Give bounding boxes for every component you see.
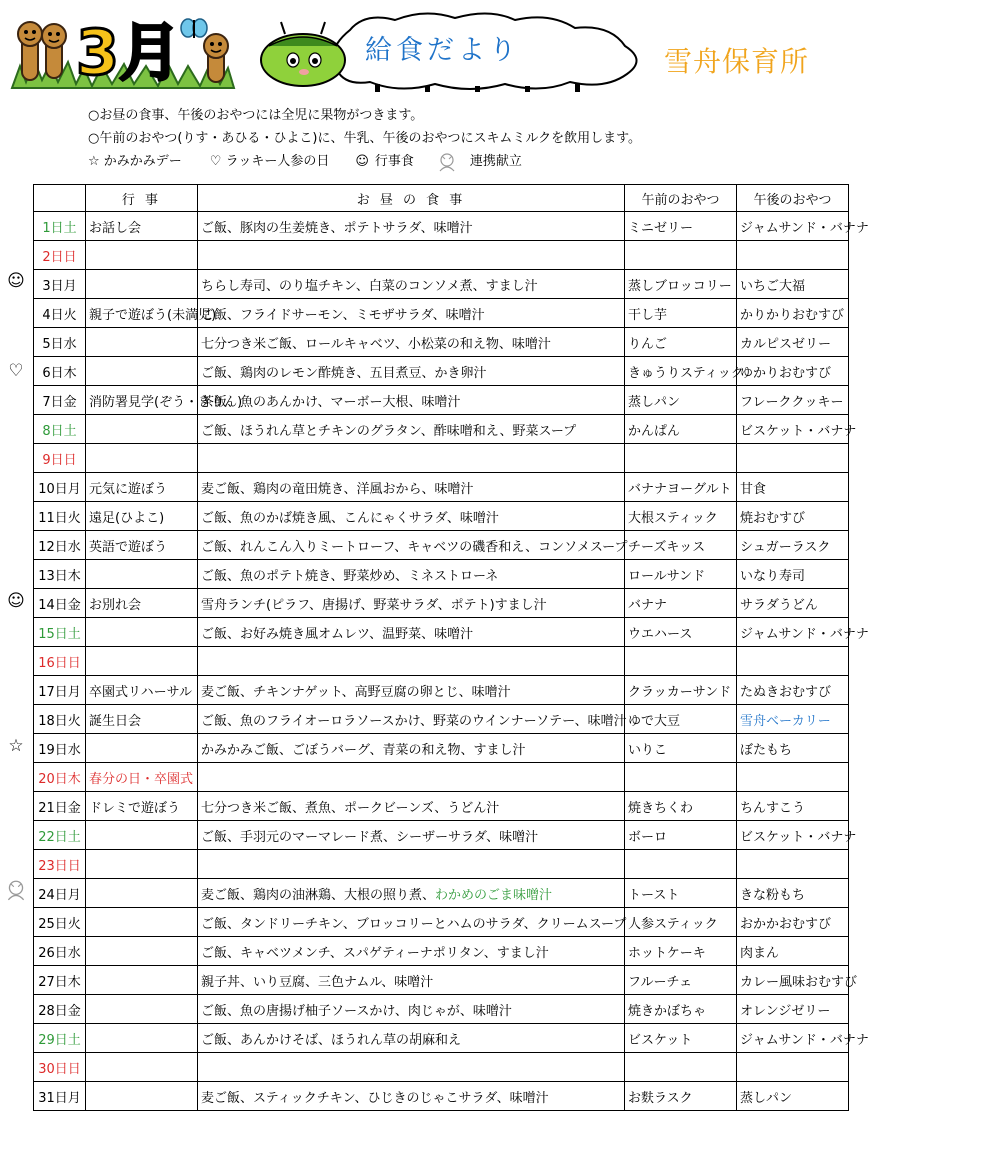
lunch-text: ご飯、豚肉の生姜焼き、ポテトサラダ、味噌汁 xyxy=(201,220,473,236)
row-date: 11日火 xyxy=(34,502,86,531)
table-row xyxy=(34,560,849,589)
row-event: ドレミで遊ぼう xyxy=(86,792,198,821)
smile-icon: ☺ xyxy=(355,154,369,169)
table-row xyxy=(34,908,849,937)
row-lunch xyxy=(198,531,628,560)
school-name: 雪舟保育所 xyxy=(664,45,810,78)
note-milk: ○午前のおやつ(りす・あひる・ひよこ)に、牛乳、午後のおやつにスキムミルクを飲用します。 xyxy=(88,131,642,146)
col-am-snack: 午前のおやつ xyxy=(625,185,737,212)
table-row xyxy=(34,879,849,908)
lunch-extra-text: わかめのごま味噌汁 xyxy=(435,887,553,903)
row-pm-snack: 焼おむすび xyxy=(737,502,849,531)
row-lunch xyxy=(198,212,625,241)
row-am-snack: きゅうりスティック xyxy=(625,357,737,386)
row-date: 21日金 xyxy=(34,792,86,821)
row-event xyxy=(86,850,198,879)
row-event xyxy=(86,357,198,386)
row-date: 16日日 xyxy=(34,647,86,676)
row-event xyxy=(86,908,198,937)
row-lunch xyxy=(198,618,625,647)
row-date: 31日月 xyxy=(34,1082,86,1111)
lunch-text: ちらし寿司、のり塩チキン、白菜のコンソメ煮、すまし汁 xyxy=(201,278,538,294)
row-date: 8日土 xyxy=(34,415,86,444)
row-date: 28日金 xyxy=(34,995,86,1024)
lunch-text: ご飯、魚のかば焼き風、こんにゃくサラダ、味噌汁 xyxy=(201,510,499,526)
row-pm-snack: いなり寿司 xyxy=(737,560,849,589)
row-date: 10日月 xyxy=(34,473,86,502)
row-am-snack xyxy=(625,241,737,270)
note-fruit: ○お昼の食事、午後のおやつには全児に果物がつきます。 xyxy=(88,108,424,123)
row-am-snack: クラッカーサンド xyxy=(625,676,737,705)
row-pm-snack: ジャムサンド・バナナ xyxy=(737,1024,849,1053)
row-date: 3日月 xyxy=(34,270,86,299)
row-am-snack xyxy=(625,850,737,879)
row-date: 13日木 xyxy=(34,560,86,589)
row-date: 2日日 xyxy=(34,241,86,270)
row-lunch xyxy=(198,1082,625,1111)
row-date: 6日木 xyxy=(34,357,86,386)
row-pm-snack xyxy=(737,647,849,676)
row-lunch xyxy=(198,299,625,328)
row-event xyxy=(86,560,198,589)
row-lunch xyxy=(198,241,625,270)
row-event xyxy=(86,821,198,850)
row-am-snack: ミニゼリー xyxy=(625,212,737,241)
col-event: 行 事 xyxy=(86,185,198,212)
legend-smile: 行事食 xyxy=(374,154,414,169)
table-row xyxy=(34,357,849,386)
row-date: 4日火 xyxy=(34,299,86,328)
row-pm-snack: 蒸しパン xyxy=(737,1082,849,1111)
table-row xyxy=(34,328,849,357)
row-lunch xyxy=(198,589,625,618)
row-date: 18日火 xyxy=(34,705,86,734)
table-row xyxy=(34,473,849,502)
table-row xyxy=(34,676,849,705)
row-lunch xyxy=(198,1053,625,1082)
row-am-snack: チーズキッス xyxy=(625,531,737,560)
page-title: 給食だより xyxy=(365,35,520,66)
row-pm-snack: ジャムサンド・バナナ xyxy=(737,618,849,647)
lunch-text: 麦ご飯、鶏肉の竜田焼き、洋風おから、味噌汁 xyxy=(201,481,474,497)
row-am-snack: バナナヨーグルト xyxy=(625,473,737,502)
row-date: 23日日 xyxy=(34,850,86,879)
partner-menu-icon xyxy=(436,151,458,173)
row-pm-snack xyxy=(737,850,849,879)
sprout-character-icon xyxy=(18,22,66,80)
lunch-text: 親子丼、いり豆腐、三色ナムル、味噌汁 xyxy=(201,974,434,990)
row-lunch xyxy=(198,386,625,415)
row-am-snack xyxy=(625,444,737,473)
row-am-snack: かんぱん xyxy=(625,415,737,444)
table-row xyxy=(34,734,849,763)
table-row xyxy=(34,299,849,328)
row-date: 29日土 xyxy=(34,1024,86,1053)
row-am-snack xyxy=(625,1053,737,1082)
row-am-snack: 焼きちくわ xyxy=(625,792,737,821)
row-lunch xyxy=(198,560,625,589)
row-am-snack: トースト xyxy=(625,879,737,908)
row-lunch xyxy=(198,937,625,966)
row-pm-snack: 肉まん xyxy=(737,937,849,966)
row-am-snack: ビスケット xyxy=(625,1024,737,1053)
row-am-snack xyxy=(625,763,737,792)
row-lunch xyxy=(198,966,625,995)
row-date: 14日金 xyxy=(34,589,86,618)
row-lunch xyxy=(198,705,625,734)
table-row xyxy=(34,937,849,966)
row-lunch xyxy=(198,444,625,473)
row-am-snack: 蒸しブロッコリー xyxy=(625,270,737,299)
row-pm-snack: きな粉もち xyxy=(737,879,849,908)
lunch-text: 七分つき米ご飯、煮魚、ポークビーンズ、うどん汁 xyxy=(201,800,500,816)
lunch-text: ご飯、鶏肉のレモン酢焼き、五目煮豆、かき卵汁 xyxy=(201,365,487,381)
row-event: お話し会 xyxy=(86,212,198,241)
row-event: 誕生日会 xyxy=(86,705,198,734)
row-date: 15日土 xyxy=(34,618,86,647)
row-lunch xyxy=(198,995,625,1024)
table-row xyxy=(34,415,849,444)
partner-menu-icon xyxy=(3,876,29,905)
lunch-text: 雪舟ランチ(ピラフ、唐揚げ、野菜サラダ、ポテト)すまし汁 xyxy=(201,597,547,613)
row-event xyxy=(86,618,198,647)
row-lunch xyxy=(198,415,625,444)
row-date: 1日土 xyxy=(34,212,86,241)
month-logo xyxy=(12,8,234,90)
row-event: 消防署見学(ぞう・きりん) xyxy=(86,386,198,415)
row-pm-snack: ぼたもち xyxy=(737,734,849,763)
lunch-text: ご飯、フライドサーモン、ミモザサラダ、味噌汁 xyxy=(201,307,485,323)
row-event xyxy=(86,1024,198,1053)
table-row xyxy=(34,821,849,850)
row-lunch xyxy=(198,1024,625,1053)
row-event xyxy=(86,734,198,763)
row-lunch xyxy=(198,473,625,502)
row-am-snack: 焼きかぼちゃ xyxy=(625,995,737,1024)
row-am-snack: 人参スティック xyxy=(625,908,737,937)
row-pm-snack xyxy=(737,444,849,473)
row-lunch xyxy=(198,879,625,908)
row-date: 24日月 xyxy=(34,879,86,908)
col-date xyxy=(34,185,86,212)
row-am-snack: 蒸しパン xyxy=(625,386,737,415)
row-event: お別れ会 xyxy=(86,589,198,618)
row-pm-snack: フレーククッキー xyxy=(737,386,849,415)
row-date: 22日土 xyxy=(34,821,86,850)
row-event xyxy=(86,647,198,676)
lunch-text: 七分つき米ご飯、ロールキャベツ、小松菜の和え物、味噌汁 xyxy=(201,336,551,352)
row-am-snack xyxy=(625,647,737,676)
row-lunch xyxy=(198,502,625,531)
row-lunch xyxy=(198,850,625,879)
lunch-text: 茶飯、魚のあんかけ、マーボー大根、味噌汁 xyxy=(201,394,461,410)
table-row xyxy=(34,647,849,676)
row-lunch xyxy=(198,357,625,386)
row-am-snack: ロールサンド xyxy=(625,560,737,589)
table-row xyxy=(34,618,849,647)
row-pm-snack xyxy=(737,763,849,792)
row-lunch xyxy=(198,328,625,357)
row-am-snack: ゆで大豆 xyxy=(625,705,737,734)
lunch-text: かみかみご飯、ごぼうバーグ、青菜の和え物、すまし汁 xyxy=(201,742,526,758)
row-event xyxy=(86,995,198,1024)
row-pm-snack xyxy=(737,241,849,270)
row-event xyxy=(86,444,198,473)
legend xyxy=(88,150,641,173)
row-event xyxy=(86,966,198,995)
row-event xyxy=(86,415,198,444)
row-am-snack: 干し芋 xyxy=(625,299,737,328)
row-event xyxy=(86,879,198,908)
butterfly-icon xyxy=(181,19,207,38)
row-pm-snack: ビスケット・バナナ xyxy=(737,415,849,444)
row-pm-snack: たぬきおむすび xyxy=(737,676,849,705)
row-date: 5日水 xyxy=(34,328,86,357)
row-am-snack: お麩ラスク xyxy=(625,1082,737,1111)
table-row xyxy=(34,502,849,531)
row-event xyxy=(86,1082,198,1111)
row-am-snack: いりこ xyxy=(625,734,737,763)
lunch-text: ご飯、れんこん入りミートローフ、キャベツの磯香和え、コンソメスープ xyxy=(201,539,628,555)
star-icon: ☆ xyxy=(8,736,24,756)
row-pm-snack: ちんすこう xyxy=(737,792,849,821)
row-date: 30日日 xyxy=(34,1053,86,1082)
lunch-text: ご飯、手羽元のマーマレード煮、シーザーサラダ、味噌汁 xyxy=(201,829,539,845)
row-pm-snack: おかかおむすび xyxy=(737,908,849,937)
table-row xyxy=(34,270,849,299)
row-event xyxy=(86,241,198,270)
row-event xyxy=(86,937,198,966)
row-am-snack: バナナ xyxy=(625,589,737,618)
col-pm-snack: 午後のおやつ xyxy=(737,185,849,212)
row-lunch xyxy=(198,734,625,763)
row-event xyxy=(86,270,198,299)
table-row xyxy=(34,850,849,879)
row-date: 26日水 xyxy=(34,937,86,966)
lunch-text: ご飯、ほうれん草とチキンのグラタン、酢味噌和え、野菜スープ xyxy=(201,423,577,439)
table-row xyxy=(34,444,849,473)
row-lunch xyxy=(198,647,625,676)
lunch-text: ご飯、魚のフライオーロラソースかけ、野菜のウインナーソテー、味噌汁 xyxy=(201,713,627,729)
table-row xyxy=(34,386,849,415)
table-row xyxy=(34,792,849,821)
row-lunch xyxy=(198,821,625,850)
row-lunch xyxy=(198,792,625,821)
legend-star: ☆ かみかみデー xyxy=(88,154,182,169)
row-am-snack: フルーチェ xyxy=(625,966,737,995)
row-event xyxy=(86,328,198,357)
table-row xyxy=(34,589,849,618)
row-date: 7日金 xyxy=(34,386,86,415)
row-am-snack: ホットケーキ xyxy=(625,937,737,966)
row-pm-snack xyxy=(737,1053,849,1082)
lunch-text: ご飯、タンドリーチキン、ブロッコリーとハムのサラダ、クリームスープ xyxy=(201,916,627,932)
row-event: 卒園式リハーサル xyxy=(86,676,198,705)
row-event xyxy=(86,1053,198,1082)
row-date: 25日火 xyxy=(34,908,86,937)
table-row xyxy=(34,241,849,270)
heart-icon: ♡ xyxy=(8,361,24,381)
row-lunch xyxy=(198,270,625,299)
lunch-text: ご飯、魚のポテト焼き、野菜炒め、ミネストローネ xyxy=(201,568,499,584)
row-pm-snack: かりかりおむすび xyxy=(737,299,849,328)
table-row xyxy=(34,705,849,734)
row-date: 9日日 xyxy=(34,444,86,473)
svg-text:3月: 3月 xyxy=(76,16,182,89)
row-event: 遠足(ひよこ) xyxy=(86,502,198,531)
row-pm-snack: ビスケット・バナナ xyxy=(737,821,849,850)
lunch-text: ご飯、キャベツメンチ、スパゲティーナポリタン、すまし汁 xyxy=(201,945,549,961)
col-lunch: お 昼 の 食 事 xyxy=(198,185,625,212)
table-row xyxy=(34,212,849,241)
table-row xyxy=(34,763,849,792)
table-row xyxy=(34,1082,849,1111)
table-row xyxy=(34,1024,849,1053)
legend-heart: ♡ ラッキー人参の日 xyxy=(209,154,330,169)
lunch-text: ご飯、あんかけそば、ほうれん草の胡麻和え xyxy=(201,1032,462,1048)
row-event: 元気に遊ぼう xyxy=(86,473,198,502)
row-pm-snack: 雪舟ベーカリー xyxy=(737,705,849,734)
row-am-snack: ウエハース xyxy=(625,618,737,647)
table-row xyxy=(34,995,849,1024)
row-lunch xyxy=(198,908,625,937)
row-lunch xyxy=(198,676,625,705)
legend-partner: 連携献立 xyxy=(469,154,522,169)
row-pm-snack: カルピスゼリー xyxy=(737,328,849,357)
caterpillar-icon xyxy=(261,22,345,86)
row-pm-snack: ゆかりおむすび xyxy=(737,357,849,386)
table-row xyxy=(34,1053,849,1082)
smile-icon: ☺ xyxy=(7,271,25,291)
lunch-text: 麦ご飯、スティックチキン、ひじきのじゃこサラダ、味噌汁 xyxy=(201,1090,549,1106)
table-header-row xyxy=(34,185,849,212)
row-pm-snack: いちご大福 xyxy=(737,270,849,299)
row-lunch xyxy=(198,763,625,792)
row-pm-snack: ジャムサンド・バナナ xyxy=(737,212,849,241)
row-pm-snack: カレー風味おむすび xyxy=(737,966,849,995)
menu-table xyxy=(33,184,869,1111)
lunch-text: 麦ご飯、チキンナゲット、高野豆腐の卵とじ、味噌汁 xyxy=(201,684,511,700)
notes xyxy=(88,104,641,173)
table-row xyxy=(34,531,849,560)
row-am-snack: 大根スティック xyxy=(625,502,737,531)
smile-icon: ☺ xyxy=(7,591,25,611)
row-pm-snack: サラダうどん xyxy=(737,589,849,618)
lunch-text: 麦ご飯、鶏肉の油淋鶏、大根の照り煮、 xyxy=(201,887,436,903)
row-event: 英語で遊ぼう xyxy=(86,531,198,560)
row-date: 19日水 xyxy=(34,734,86,763)
lunch-text: ご飯、お好み焼き風オムレツ、温野菜、味噌汁 xyxy=(201,626,474,642)
row-date: 27日木 xyxy=(34,966,86,995)
row-date: 17日月 xyxy=(34,676,86,705)
table-row xyxy=(34,966,849,995)
row-event: 春分の日・卒園式 xyxy=(86,763,198,792)
lunch-text: ご飯、魚の唐揚げ柚子ソースかけ、肉じゃが、味噌汁 xyxy=(201,1003,512,1019)
row-pm-snack: シュガーラスク xyxy=(737,531,849,560)
row-date: 12日水 xyxy=(34,531,86,560)
row-pm-snack: オレンジゼリー xyxy=(737,995,849,1024)
row-date: 20日木 xyxy=(34,763,86,792)
row-am-snack: ボーロ xyxy=(625,821,737,850)
row-event: 親子で遊ぼう(未満児) xyxy=(86,299,198,328)
row-pm-snack: 甘食 xyxy=(737,473,849,502)
row-am-snack: りんご xyxy=(625,328,737,357)
